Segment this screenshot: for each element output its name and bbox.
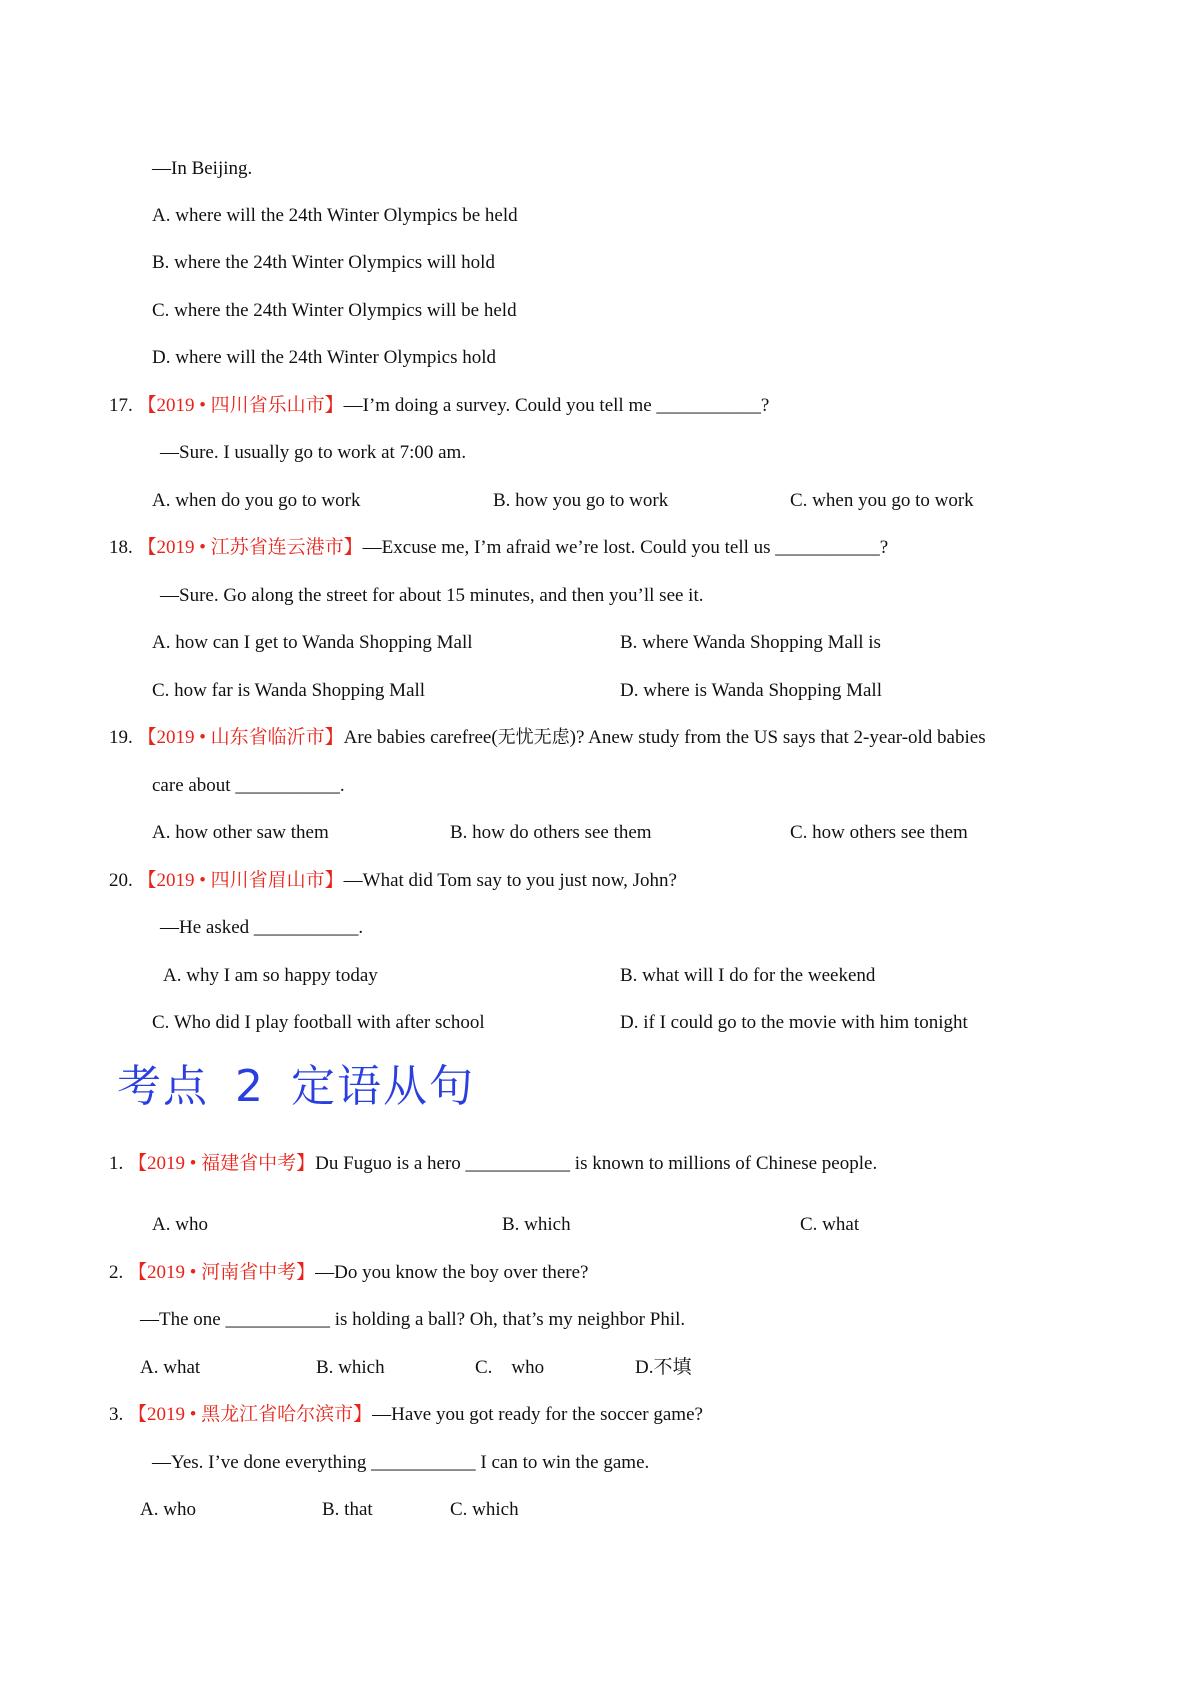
question-number: 18. <box>109 537 133 558</box>
option-a: A. when do you go to work <box>152 490 361 511</box>
option-a: A. why I am so happy today <box>163 965 378 986</box>
question-stem: —Do you know the boy over there? <box>315 1262 589 1283</box>
question-stem: Du Fuguo is a hero ___________ is known to millions of Chinese people. <box>315 1153 878 1174</box>
question-stem-end: )? Anew study from the US says that 2-year-old babies <box>569 727 986 748</box>
option-d: D.不填 <box>635 1357 692 1378</box>
option-d: D. where is Wanda Shopping Mall <box>620 680 882 701</box>
option-c: C. Who did I play football with after school <box>152 1012 485 1033</box>
question-stem: Are babies carefree( <box>343 727 498 748</box>
question-number: 19. <box>109 727 133 748</box>
question-source: 【2019 • 黑龙江省哈尔滨市】 <box>128 1404 373 1425</box>
question-source: 【2019 • 四川省眉山市】 <box>137 870 344 891</box>
option-b: B. what will I do for the weekend <box>620 965 876 986</box>
option-c: C. who <box>475 1357 545 1378</box>
option-d: D. if I could go to the movie with him tonight <box>620 1012 968 1033</box>
option-a: A. who <box>152 1214 208 1235</box>
option-a: A. where will the 24th Winter Olympics be held <box>152 205 518 226</box>
question-stem: —I’m doing a survey. Could you tell me ___________? <box>343 395 770 416</box>
option-b: B. that <box>322 1499 373 1520</box>
option-c: C. when you go to work <box>790 490 974 511</box>
answer-line: —Sure. I usually go to work at 7:00 am. <box>160 442 467 463</box>
section2-question-1 <box>109 1152 877 1176</box>
option-b: B. how you go to work <box>493 490 669 511</box>
section2-question-2 <box>109 1261 588 1285</box>
section2-question-3 <box>109 1403 703 1427</box>
section-title: 定语从句 <box>291 1061 475 1112</box>
question-number: 1. <box>109 1153 124 1174</box>
question-source: 【2019 • 四川省乐山市】 <box>137 395 344 416</box>
answer-line: —In Beijing. <box>152 158 253 179</box>
section-heading <box>117 1060 501 1114</box>
question-source: 【2019 • 河南省中考】 <box>128 1262 316 1283</box>
option-d: D. where will the 24th Winter Olympics hold <box>152 347 496 368</box>
question-stem: —What did Tom say to you just now, John? <box>343 870 677 891</box>
question-20 <box>109 869 677 893</box>
question-19 <box>109 726 986 750</box>
option-a: A. how other saw them <box>152 822 329 843</box>
question-17 <box>109 394 769 418</box>
option-c: C. which <box>450 1499 519 1520</box>
option-c: C. how others see them <box>790 822 968 843</box>
answer-line: —He asked ___________. <box>160 917 364 938</box>
question-number: 20. <box>109 870 133 891</box>
option-c: C. how far is Wanda Shopping Mall <box>152 680 426 701</box>
question-stem: —Excuse me, I’m afraid we’re lost. Could you tell us ___________? <box>362 537 889 558</box>
option-b: B. where Wanda Shopping Mall is <box>620 632 881 653</box>
question-number: 2. <box>109 1262 124 1283</box>
question-number: 17. <box>109 395 133 416</box>
question-source: 【2019 • 福建省中考】 <box>128 1153 316 1174</box>
option-b: B. how do others see them <box>450 822 652 843</box>
answer-line: care about ___________. <box>152 775 345 796</box>
question-source: 【2019 • 山东省临沂市】 <box>137 727 344 748</box>
option-b: B. where the 24th Winter Olympics will hold <box>152 252 495 273</box>
question-number: 3. <box>109 1404 124 1425</box>
section-label: 考点 <box>117 1061 209 1112</box>
question-stem: —Have you got ready for the soccer game? <box>372 1404 703 1425</box>
option-b: B. which <box>316 1357 385 1378</box>
answer-line: —Yes. I’ve done everything ___________ I can to win the game. <box>152 1452 650 1473</box>
section-number: 2 <box>235 1061 265 1112</box>
option-c: C. where the 24th Winter Olympics will be held <box>152 300 517 321</box>
option-c: C. what <box>800 1214 860 1235</box>
chinese-gloss: 无忧无虑 <box>497 727 570 748</box>
option-a: A. what <box>140 1357 201 1378</box>
question-18 <box>109 536 888 560</box>
answer-line: —Sure. Go along the street for about 15 minutes, and then you’ll see it. <box>160 585 704 606</box>
option-a: A. how can I get to Wanda Shopping Mall <box>152 632 473 653</box>
question-source: 【2019 • 江苏省连云港市】 <box>137 537 363 558</box>
answer-line: —The one ___________ is holding a ball? Oh, that’s my neighbor Phil. <box>140 1309 686 1330</box>
option-a: A. who <box>140 1499 196 1520</box>
option-b: B. which <box>502 1214 571 1235</box>
